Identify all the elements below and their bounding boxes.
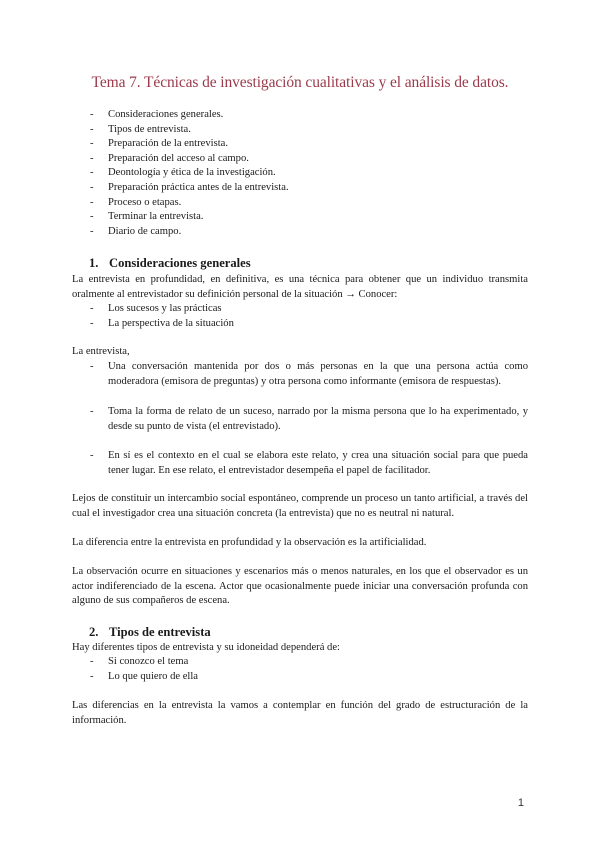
section-heading — [89, 625, 211, 640]
bullet-dash: - — [90, 671, 94, 682]
toc-item: - Diario de campo. — [90, 225, 289, 240]
bullet-dash: - — [90, 109, 94, 120]
table-of-contents — [90, 108, 289, 239]
paragraph: Las diferencias en la entrevista la vamos a contemplar en función del grado de estructuración de la información. — [72, 700, 528, 726]
bullet-dash: - — [90, 450, 94, 461]
paragraph: La diferencia entre la entrevista en profundidad y la observación es la artificialidad. — [72, 537, 427, 548]
bullet-dash: - — [90, 123, 94, 135]
toc-item: - Preparación del acceso al campo. — [90, 152, 289, 167]
toc-item: - Deontología y ética de la investigación. — [90, 166, 289, 181]
list-item: - Los sucesos y las prácticas — [90, 302, 528, 317]
toc-item: - Preparación práctica antes de la entrevista. — [90, 181, 289, 196]
toc-item: - Proceso o etapas. — [90, 196, 289, 211]
toc-item: - Tipos de entrevista. — [90, 123, 289, 138]
section-title: Tipos de entrevista — [109, 625, 211, 639]
toc-item: - Consideraciones generales. — [90, 108, 289, 123]
bullet-dash: - — [90, 318, 94, 329]
section-title: Consideraciones generales — [109, 256, 251, 270]
list-item: - En sí es el contexto en el cual se elabora este relato, y crea una situación social para que pueda tener lugar. En ese relato, el entrevistador desempeña el papel de facilitador. — [90, 450, 528, 476]
paragraph: La observación ocurre en situaciones y escenarios más o menos naturales, en los que el observador es un actor indiferenciado de la escena. Actor que ocasionalmente puede iniciar una conversación profunda con alguno de sus compañeros de escena. — [72, 566, 528, 607]
bullet-dash: - — [90, 196, 94, 208]
document-title: Tema 7. Técnicas de investigación cualitativas y el análisis de datos. — [91, 74, 509, 91]
bullet-dash: - — [90, 167, 94, 179]
section-number: 2. — [89, 625, 99, 639]
list-item: - Una conversación mantenida por dos o más personas en la que una persona actúa como moderadora (emisora de preguntas) y otra persona como informante (emisora de respuestas). — [90, 361, 528, 387]
section-heading — [89, 256, 251, 271]
list-item: - Si conozco el tema — [90, 655, 528, 670]
bullet-dash: - — [90, 138, 94, 150]
bullet-dash: - — [90, 406, 94, 417]
bullet-dash: - — [90, 303, 94, 314]
paragraph: Lejos de constituir un intercambio social espontáneo, comprende un proceso un tanto artificial, a través del cual el investigador crea una situación concreta (la entrevista) que no es neutral ni natural. — [72, 493, 528, 519]
list-item: - Lo que quiero de ella — [90, 670, 528, 685]
page-number: 1 — [517, 797, 524, 809]
toc-item: - Preparación de la entrevista. — [90, 137, 289, 152]
paragraph: La entrevista, — [72, 346, 130, 357]
section-number: 1. — [89, 256, 99, 270]
bullet-dash: - — [90, 361, 94, 372]
bullet-dash: - — [90, 152, 94, 164]
list-item: - Toma la forma de relato de un suceso, narrado por la misma persona que lo ha experimentado, y desde su punto de vista (el entrevistado). — [90, 406, 528, 432]
paragraph: La entrevista en profundidad, en definitiva, es una técnica para obtener que un individuo transmita oralmente al entrevistador su definición personal de la situación → Conocer: — [72, 274, 528, 300]
toc-item: - Terminar la entrevista. — [90, 210, 289, 225]
bullet-dash: - — [90, 656, 94, 667]
paragraph: Hay diferentes tipos de entrevista y su idoneidad dependerá de: — [72, 642, 340, 653]
bullet-dash: - — [90, 225, 94, 237]
bullet-dash: - — [90, 211, 94, 223]
bullet-dash: - — [90, 181, 94, 193]
list-item: - La perspectiva de la situación — [90, 317, 528, 332]
